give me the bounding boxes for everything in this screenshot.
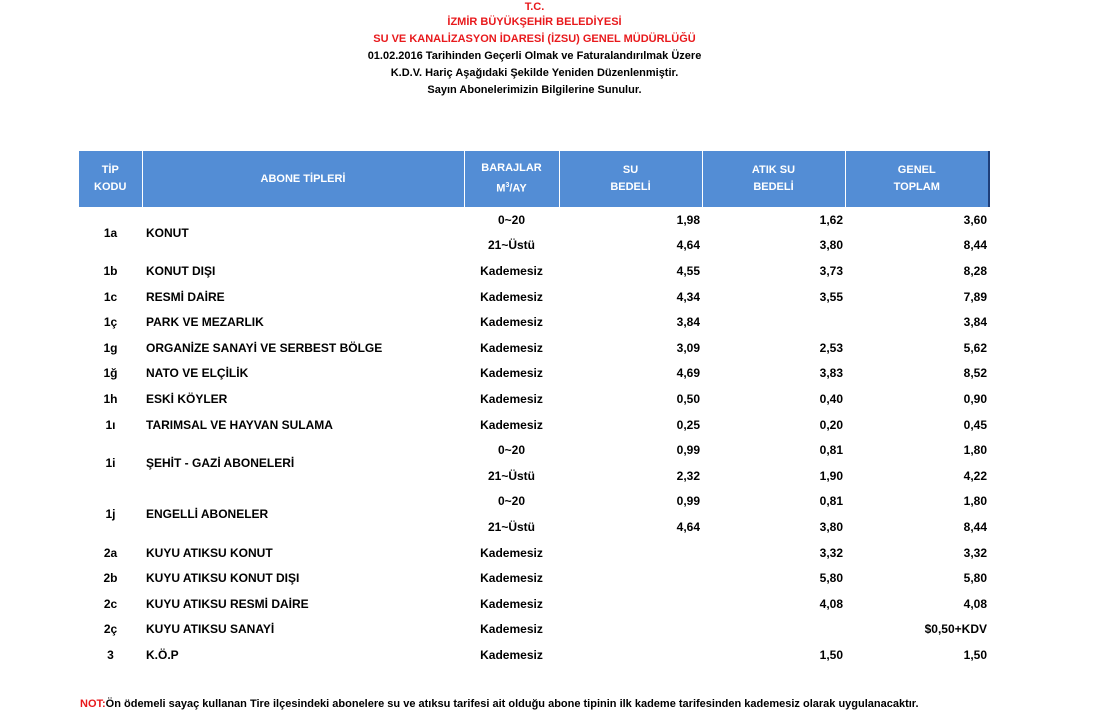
cell-su-bedeli [559, 642, 702, 668]
table-row [79, 565, 989, 591]
cell-su-bedeli: 1,98 [676, 212, 700, 227]
cell-baraj: Kademesiz [480, 391, 543, 406]
header-izsu: SU VE KANALİZASYON İDARESİ (İZSU) GENEL MÜDÜRLÜĞÜ [373, 33, 696, 45]
cell-baraj: Kademesiz [480, 545, 543, 560]
table-row [79, 617, 989, 643]
table-row [79, 258, 989, 284]
cell-atik-su-bedeli: 2,53 [819, 340, 843, 355]
cell-su-bedeli: 3,09 [676, 340, 700, 355]
cell-genel-toplam: 4,22 [963, 468, 987, 483]
cell-abone-tipi: KUYU ATIKSU RESMİ DAİRE [146, 596, 309, 611]
cell-tip-kodu: 1ğ [103, 366, 118, 381]
cell-genel-toplam: 8,44 [963, 519, 987, 534]
cell-su-bedeli: 0,99 [676, 494, 700, 509]
cell-atik-su-bedeli: 3,32 [819, 545, 843, 560]
header-abone-tipleri: ABONE TİPLERİ [142, 151, 464, 207]
cell-su-bedeli [559, 617, 702, 643]
table-row [79, 489, 989, 515]
cell-su-bedeli [559, 591, 702, 617]
cell-genel-toplam: 1,80 [963, 494, 987, 509]
cell-su-bedeli: 0,25 [676, 417, 700, 432]
header-info: Sayın Abonelerimizin Bilgilerine Sunulur. [427, 84, 642, 96]
cell-baraj: Kademesiz [480, 263, 543, 278]
cell-atik-su-bedeli: 3,83 [819, 366, 843, 381]
cell-tip-kodu: 1ç [103, 315, 118, 330]
cell-genel-toplam: 3,32 [963, 545, 987, 560]
table-row [79, 207, 989, 233]
cell-abone-tipi: ENGELLİ ABONELER [146, 507, 269, 522]
table-row [79, 335, 989, 361]
header-su-bedeli: SU BEDELİ [559, 151, 702, 207]
table-row [79, 591, 989, 617]
cell-su-bedeli: 4,55 [676, 263, 700, 278]
cell-atik-su-bedeli: 3,80 [819, 238, 843, 253]
cell-tip-kodu: 1ı [105, 417, 116, 432]
tariff-table [79, 151, 990, 668]
cell-atik-su-bedeli: 1,50 [819, 647, 843, 662]
cell-genel-toplam: 1,80 [963, 443, 987, 458]
cell-genel-toplam: $0,50+KDV [924, 622, 987, 637]
cell-tip-kodu: 3 [107, 647, 114, 662]
table-row [79, 361, 989, 387]
cell-abone-tipi: ESKİ KÖYLER [146, 391, 228, 406]
cell-tip-kodu: 2b [103, 571, 118, 586]
cell-atik-su-bedeli [702, 309, 845, 335]
cell-abone-tipi: KONUT DIŞI [146, 263, 216, 278]
cell-tip-kodu: 1g [103, 340, 118, 355]
cell-su-bedeli: 3,84 [676, 315, 700, 330]
cell-genel-toplam: 5,80 [963, 571, 987, 586]
cell-tip-kodu: 2ç [103, 622, 118, 637]
cell-atik-su-bedeli: 1,62 [819, 212, 843, 227]
table-row [79, 540, 989, 566]
header-tip-kodu: TİP KODU [79, 151, 142, 207]
cell-atik-su-bedeli: 0,81 [819, 494, 843, 509]
cell-atik-su-bedeli: 0,81 [819, 443, 843, 458]
cell-genel-toplam: 8,44 [963, 238, 987, 253]
cell-baraj: Kademesiz [480, 596, 543, 611]
table-row [79, 412, 989, 438]
cell-baraj: 21~Üstü [487, 519, 536, 534]
cell-su-bedeli: 0,99 [676, 443, 700, 458]
cell-abone-tipi: TARIMSAL VE HAYVAN SULAMA [146, 417, 333, 432]
cell-genel-toplam: 1,50 [963, 647, 987, 662]
cell-su-bedeli: 2,32 [676, 468, 700, 483]
cell-baraj: Kademesiz [480, 315, 543, 330]
cell-su-bedeli: 4,69 [676, 366, 700, 381]
cell-genel-toplam: 8,28 [963, 263, 987, 278]
cell-atik-su-bedeli: 0,40 [819, 391, 843, 406]
cell-tip-kodu: 1j [105, 507, 116, 522]
cell-abone-tipi: ŞEHİT - GAZİ ABONELERİ [146, 455, 295, 470]
header-barajlar: BARAJLAR $M^3/AY$ [464, 151, 559, 207]
cell-genel-toplam: 7,89 [963, 289, 987, 304]
note-label: NOT: [80, 698, 106, 710]
cell-genel-toplam: 8,52 [963, 366, 987, 381]
table-row [79, 386, 989, 412]
cell-tip-kodu: 2a [103, 545, 118, 560]
cell-genel-toplam: 4,08 [963, 596, 987, 611]
cell-tip-kodu: 1c [103, 289, 118, 304]
cell-baraj: Kademesiz [480, 289, 543, 304]
cell-abone-tipi: RESMİ DAİRE [146, 289, 225, 304]
note-text: Ön ödemeli sayaç kullanan Tire ilçesindeki abonelere su ve atıksu tarifesi ait olduğu abone tipinin ilk kademe tarifesinden kademesiz olarak uygulanacaktır. [105, 698, 919, 710]
cell-baraj: Kademesiz [480, 571, 543, 586]
cell-abone-tipi: KUYU ATIKSU KONUT DIŞI [146, 571, 300, 586]
cell-baraj: 0~20 [497, 443, 526, 458]
cell-atik-su-bedeli: 3,55 [819, 289, 843, 304]
table-row [79, 309, 989, 335]
table-row [79, 642, 989, 668]
cell-abone-tipi: KUYU ATIKSU KONUT [146, 545, 273, 560]
tariff-body [79, 207, 989, 668]
header-effective-date: 01.02.2016 Tarihinden Geçerli Olmak ve Faturalandırılmak Üzere [367, 50, 702, 62]
cell-atik-su-bedeli: 3,73 [819, 263, 843, 278]
cell-baraj: 21~Üstü [487, 468, 536, 483]
footer-note [80, 698, 919, 710]
cell-su-bedeli: 4,64 [676, 238, 700, 253]
cell-su-bedeli: 0,50 [676, 391, 700, 406]
cell-su-bedeli [559, 565, 702, 591]
cell-atik-su-bedeli [702, 617, 845, 643]
cell-genel-toplam: 5,62 [963, 340, 987, 355]
cell-abone-tipi: K.Ö.P [146, 647, 179, 662]
cell-abone-tipi: ORGANİZE SANAYİ VE SERBEST BÖLGE [146, 340, 383, 355]
cell-abone-tipi: PARK VE MEZARLIK [146, 315, 264, 330]
cell-baraj: 21~Üstü [487, 238, 536, 253]
cell-genel-toplam: 0,45 [963, 417, 987, 432]
cell-genel-toplam: 3,84 [963, 315, 987, 330]
cell-baraj: Kademesiz [480, 366, 543, 381]
cell-atik-su-bedeli: 4,08 [819, 596, 843, 611]
document-header [0, 0, 1069, 99]
cell-tip-kodu: 1b [103, 263, 118, 278]
table-header-row [79, 151, 989, 207]
cell-su-bedeli [559, 540, 702, 566]
cell-tip-kodu: 1h [103, 391, 118, 406]
cell-tip-kodu: 1a [103, 225, 118, 240]
cell-atik-su-bedeli: 0,20 [819, 417, 843, 432]
cell-atik-su-bedeli: 1,90 [819, 468, 843, 483]
cell-baraj: Kademesiz [480, 647, 543, 662]
cell-baraj: 0~20 [497, 494, 526, 509]
cell-genel-toplam: 0,90 [963, 391, 987, 406]
table-row [79, 284, 989, 310]
table-row [79, 437, 989, 463]
cell-su-bedeli: 4,34 [676, 289, 700, 304]
header-municipality: İZMİR BÜYÜKŞEHİR BELEDİYESİ [447, 16, 622, 28]
cell-su-bedeli: 4,64 [676, 519, 700, 534]
cell-baraj: Kademesiz [480, 622, 543, 637]
header-atik-su-bedeli: ATIK SU BEDELİ [702, 151, 845, 207]
cell-genel-toplam: 3,60 [963, 212, 987, 227]
cell-tip-kodu: 1i [105, 455, 116, 470]
cell-abone-tipi: KUYU ATIKSU SANAYİ [146, 622, 275, 637]
cell-baraj: 0~20 [497, 212, 526, 227]
cell-abone-tipi: NATO VE ELÇİLİK [146, 366, 249, 381]
header-tc: T.C. [524, 1, 545, 13]
cell-atik-su-bedeli: 5,80 [819, 571, 843, 586]
cell-abone-tipi: KONUT [146, 225, 189, 240]
cell-baraj: Kademesiz [480, 417, 543, 432]
cell-atik-su-bedeli: 3,80 [819, 519, 843, 534]
header-genel-toplam: GENEL TOPLAM [845, 151, 989, 207]
cell-baraj: Kademesiz [480, 340, 543, 355]
cell-tip-kodu: 2c [103, 596, 118, 611]
header-kdv-note: K.D.V. Hariç Aşağıdaki Şekilde Yeniden Düzenlenmiştir. [390, 67, 679, 79]
